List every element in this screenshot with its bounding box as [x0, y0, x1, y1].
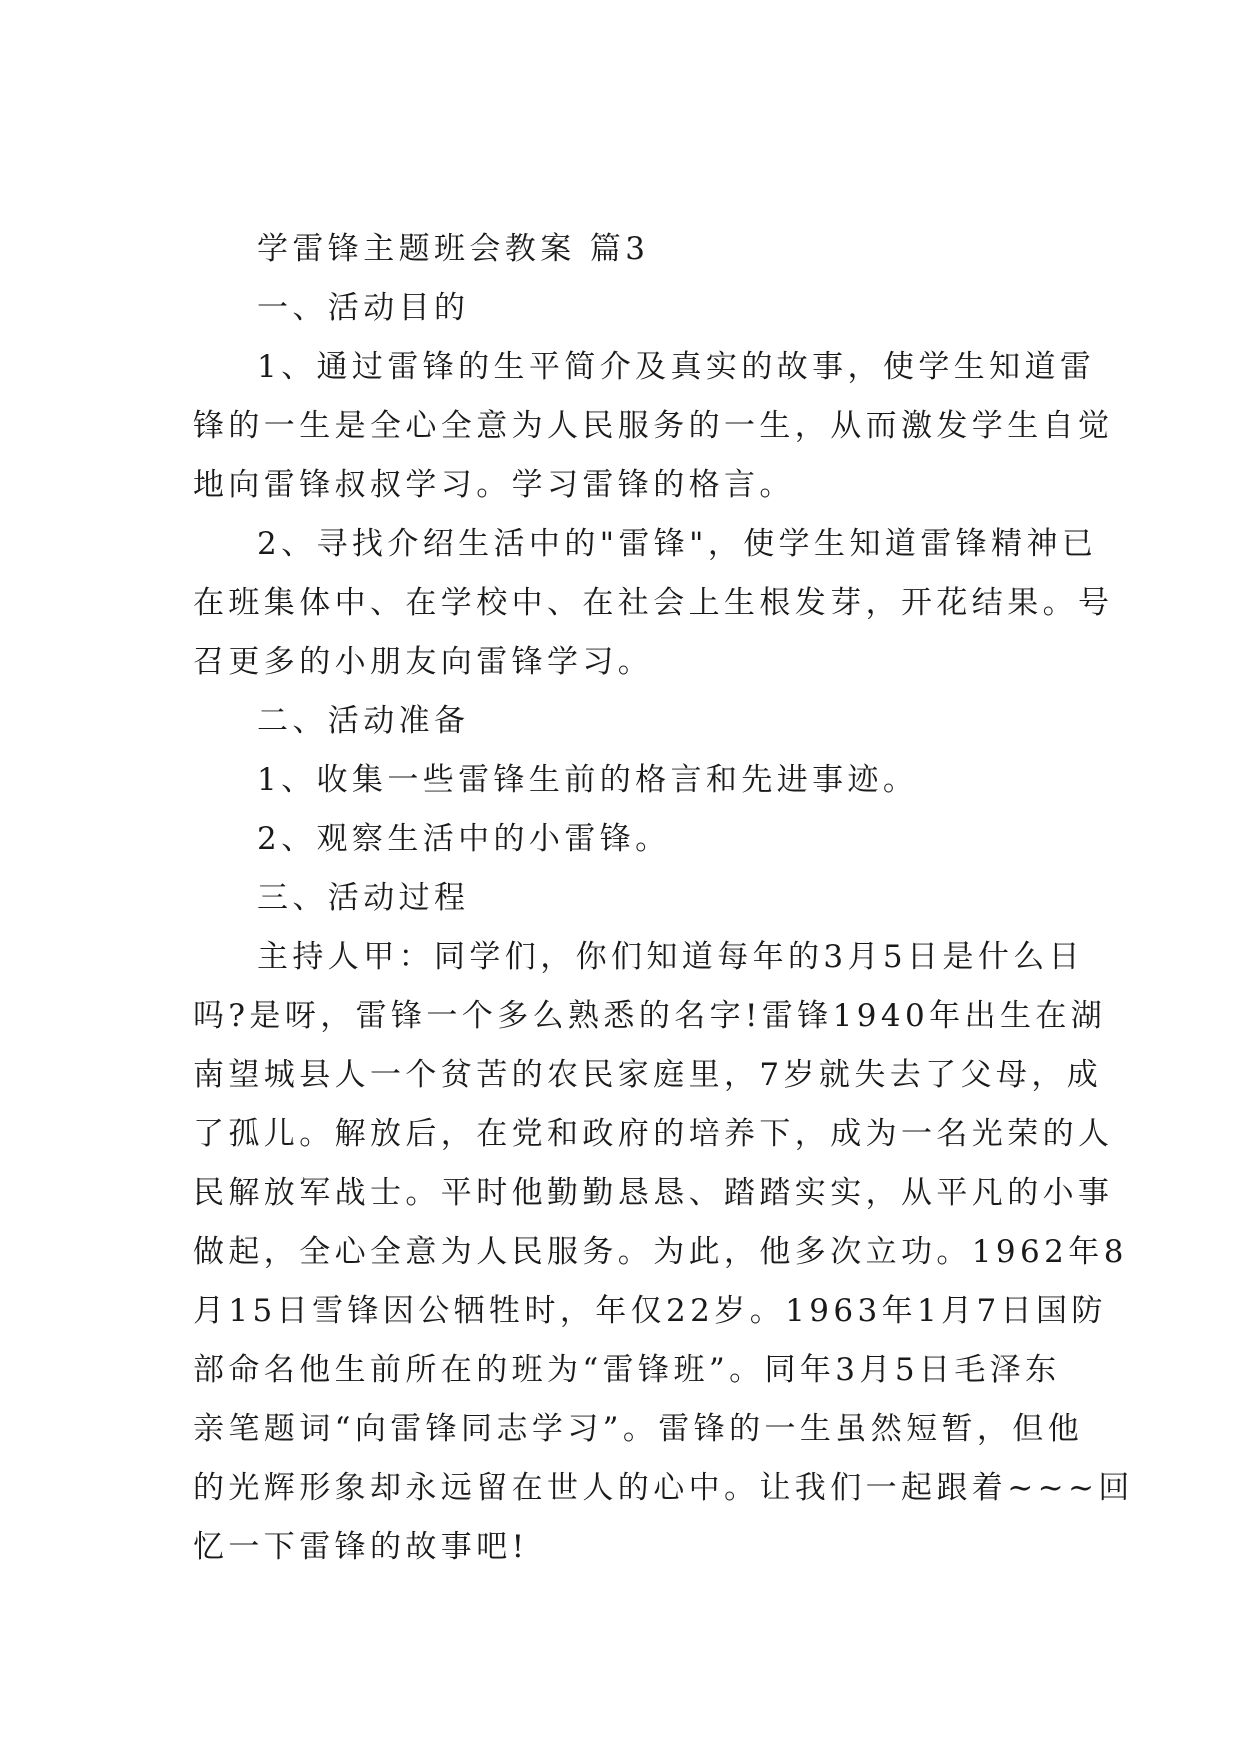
paragraph-line: 民解放军战士。平时他勤勤恳恳、踏踏实实，从平凡的小事	[193, 1175, 1114, 1211]
paragraph-line: 吗?是呀，雷锋一个多么熟悉的名字!雷锋1940年出生在湖	[193, 998, 1107, 1034]
paragraph-line: 召更多的小朋友向雷锋学习。	[193, 644, 654, 680]
section-heading-purpose: 一、活动目的	[257, 290, 470, 326]
paragraph-line: 做起，全心全意为人民服务。为此，他多次立功。1962年8	[193, 1234, 1128, 1270]
paragraph-line: 亲笔题词“向雷锋同志学习”。雷锋的一生虽然短暂，但他	[193, 1411, 1084, 1447]
section-heading-process: 三、活动过程	[257, 880, 470, 916]
paragraph-line: 地向雷锋叔叔学习。学习雷锋的格言。	[193, 467, 795, 503]
paragraph-line: 忆一下雷锋的故事吧!	[193, 1529, 529, 1565]
paragraph-line: 主持人甲：同学们，你们知道每年的3月5日是什么日	[257, 939, 1085, 975]
paragraph-line: 部命名他生前所在的班为“雷锋班”。同年3月5日毛泽东	[193, 1352, 1061, 1388]
paragraph-line: 的光辉形象却永远留在世人的心中。让我们一起跟着~~~回	[193, 1470, 1134, 1506]
paragraph-line: 2、观察生活中的小雷锋。	[257, 821, 671, 857]
paragraph-line: 2、寻找介绍生活中的"雷锋"，使学生知道雷锋精神已	[257, 526, 1098, 562]
paragraph-line: 锋的一生是全心全意为人民服务的一生，从而激发学生自觉	[193, 408, 1114, 444]
document-title: 学雷锋主题班会教案 篇3	[257, 231, 650, 267]
paragraph-line: 南望城县人一个贫苦的农民家庭里，7岁就失去了父母，成	[193, 1057, 1103, 1093]
paragraph-line: 1、收集一些雷锋生前的格言和先进事迹。	[257, 762, 919, 798]
paragraph-line: 月15日雪锋因公牺牲时，年仅22岁。1963年1月7日国防	[193, 1293, 1107, 1329]
paragraph-line: 了孤儿。解放后，在党和政府的培养下，成为一名光荣的人	[193, 1116, 1114, 1152]
section-heading-preparation: 二、活动准备	[257, 703, 470, 739]
document-page	[193, 220, 1134, 1577]
paragraph-line: 在班集体中、在学校中、在社会上生根发芽，开花结果。号	[193, 585, 1114, 621]
paragraph-line: 1、通过雷锋的生平简介及真实的故事，使学生知道雷	[257, 349, 1096, 385]
